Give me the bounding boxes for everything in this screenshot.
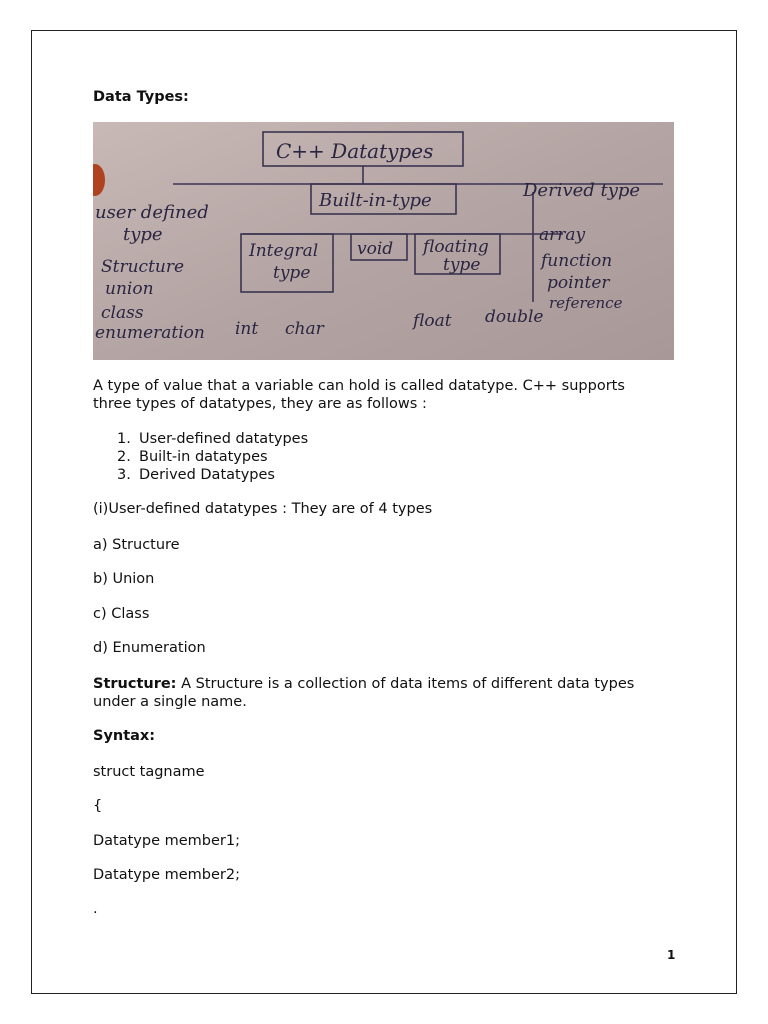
structure-definition-line-1: Structure: A Structure is a collection of data items of different data types — [93, 676, 635, 692]
list-item: 2. Built-in datatypes — [117, 449, 268, 465]
diagram-userdef-label-1: user defined — [95, 202, 209, 223]
page-heading: Data Types: — [93, 89, 189, 105]
intro-line-1: A type of value that a variable can hold is called datatype. C++ supports — [93, 378, 625, 394]
diagram-floating-item: double — [485, 307, 544, 327]
diagram-floating-item: float — [413, 311, 452, 331]
diagram-builtin-label: Built-in-type — [319, 190, 432, 211]
section-title: (i)User-defined datatypes : They are of 4 types — [93, 501, 433, 517]
page-number: 1 — [667, 948, 676, 962]
handwritten-diagram — [93, 122, 674, 360]
diagram-userdef-item: class — [101, 303, 144, 323]
list-item: 1. User-defined datatypes — [117, 431, 309, 447]
list-item: 3. Derived Datatypes — [117, 467, 275, 483]
diagram-userdef-item: Structure — [101, 257, 185, 277]
code-line: . — [93, 901, 98, 917]
diagram-root-label: C++ Datatypes — [276, 139, 434, 163]
diagram-derived-item: pointer — [547, 273, 610, 293]
structure-label: Structure: — [93, 676, 177, 692]
diagram-userdef-item: union — [105, 279, 154, 299]
type-item: d) Enumeration — [93, 640, 206, 656]
diagram-derived-item: array — [539, 225, 586, 245]
syntax-label: Syntax: — [93, 728, 156, 744]
type-item: a) Structure — [93, 537, 180, 553]
diagram-derived-item: function — [541, 251, 613, 271]
code-line: Datatype member1; — [93, 833, 240, 849]
type-item: b) Union — [93, 571, 155, 587]
intro-line-2: three types of datatypes, they are as follows : — [93, 396, 427, 412]
datatypes-photo — [93, 122, 674, 360]
code-line: struct tagname — [93, 764, 205, 780]
type-item: c) Class — [93, 606, 150, 622]
structure-definition-line-2: under a single name. — [93, 694, 247, 710]
diagram-floating-label-2: type — [443, 255, 481, 275]
diagram-void-label: void — [357, 239, 394, 259]
diagram-userdef-label-2: type — [123, 224, 163, 245]
code-line: Datatype member2; — [93, 867, 240, 883]
diagram-integral-item: char — [285, 319, 324, 339]
diagram-derived-item: reference — [549, 294, 623, 312]
code-line: { — [93, 798, 103, 814]
diagram-userdef-item: enumeration — [95, 323, 205, 343]
diagram-integral-item: int — [235, 319, 259, 339]
diagram-floating-label-1: floating — [423, 237, 489, 257]
diagram-derived-label: Derived type — [523, 180, 641, 201]
diagram-integral-label-1: Integral — [249, 241, 319, 261]
diagram-integral-label-2: type — [273, 263, 311, 283]
